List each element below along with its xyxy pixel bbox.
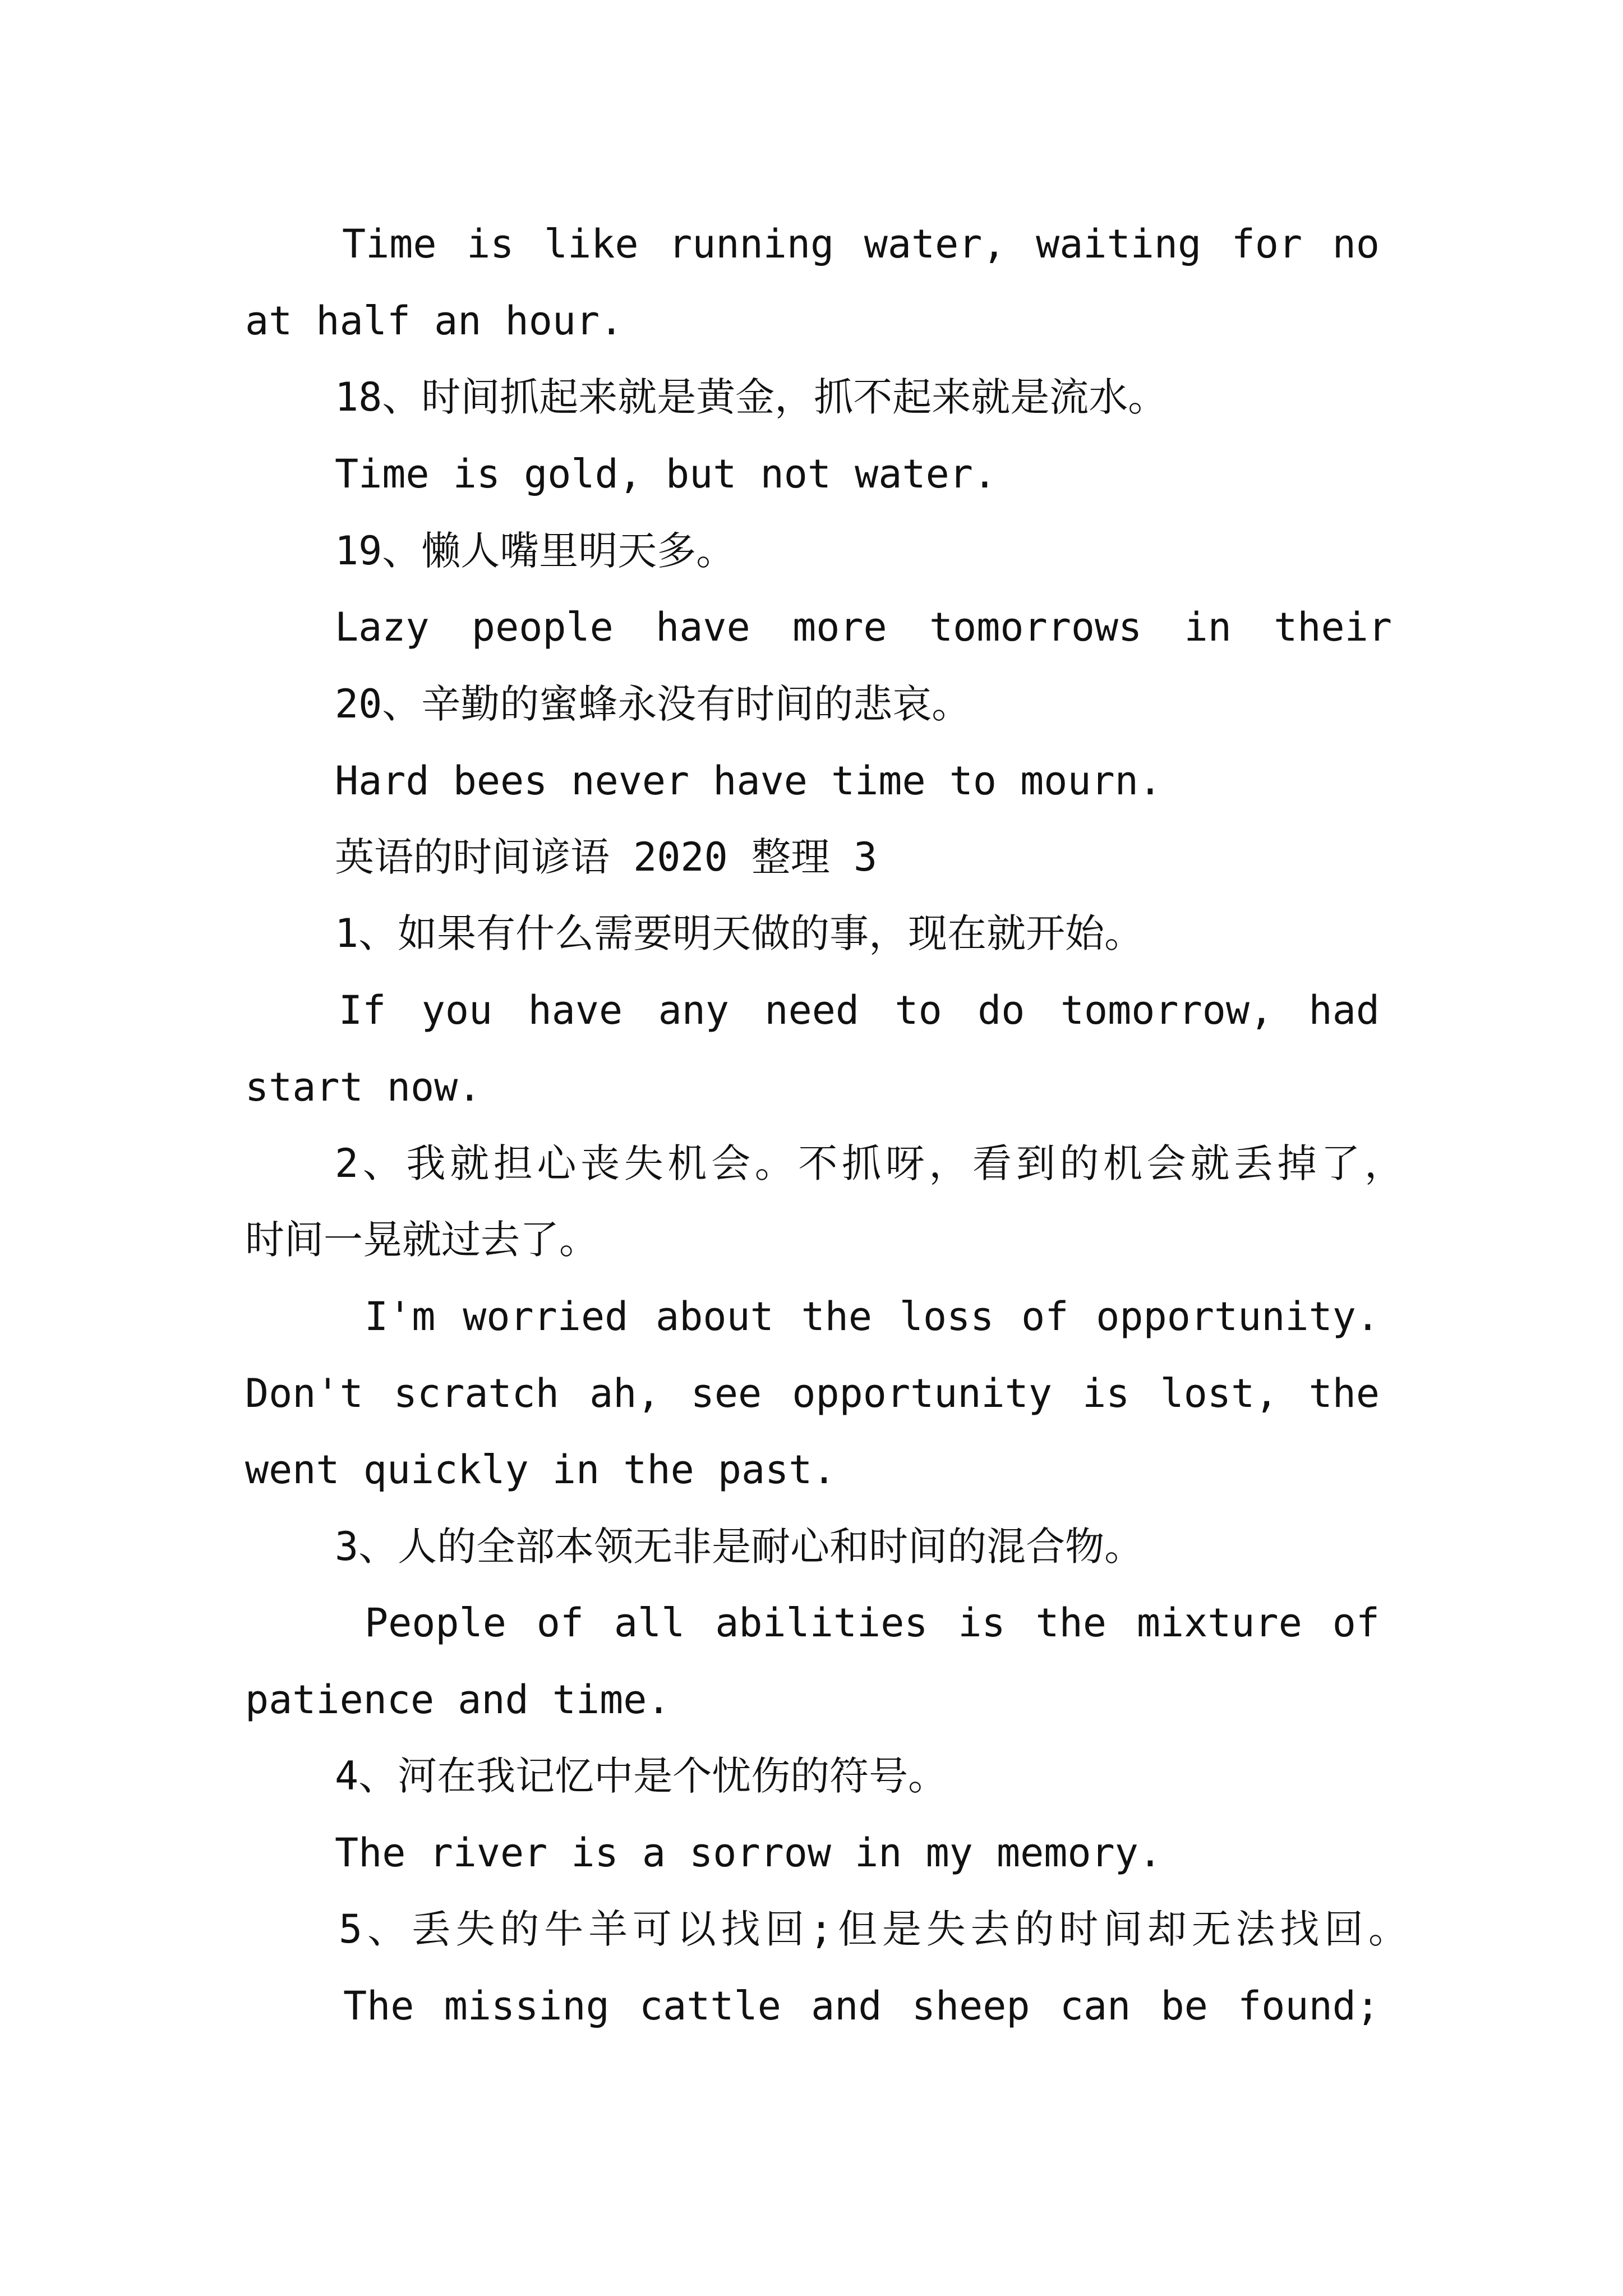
text-line: 18、时间抓起来就是黄金，抓不起来就是流水。 — [335, 374, 1168, 420]
text-line: Time is gold, but not water. — [335, 451, 997, 497]
text-line: 时间一晃就过去了。 — [245, 1217, 598, 1263]
text-line: 1、如果有什么需要明天做的事，现在就开始。 — [335, 910, 1144, 956]
section-heading: 英语的时间谚语 2020 整理 3 — [335, 834, 878, 880]
text-line: If you have any need to do tomorrow, had — [339, 987, 1380, 1033]
text-line: start now. — [245, 1064, 482, 1110]
text-line: Time is like running water, waiting for no — [342, 221, 1380, 267]
text-line: at half an hour. — [245, 298, 624, 344]
text-line: I'm worried about the loss of opportunity. — [365, 1294, 1380, 1340]
text-line: 5、丢失的牛羊可以找回;但是失去的时间却无法找回。 — [339, 1906, 1408, 1952]
text-line: The missing cattle and sheep can be found; — [343, 1983, 1380, 2029]
text-line: Lazy people have more tomorrows in their — [335, 604, 1392, 650]
text-line: Hard bees never have time to mourn. — [335, 758, 1163, 804]
text-line: People of all abilities is the mixture of — [365, 1600, 1380, 1646]
text-line: The river is a sorrow in my memory. — [335, 1830, 1163, 1876]
text-line: 2、我就担心丧失机会。不抓呀，看到的机会就丢掉了， — [335, 1140, 1404, 1186]
text-line: Don't scratch ah, see opportunity is lost, the — [245, 1370, 1380, 1416]
text-line: 19、懒人嘴里明天多。 — [335, 528, 736, 574]
text-line: went quickly in the past. — [245, 1447, 836, 1493]
text-line: 20、辛勤的蜜蜂永没有时间的悲哀。 — [335, 681, 971, 727]
text-line: patience and time. — [245, 1677, 671, 1723]
text-line: 3、人的全部本领无非是耐心和时间的混合物。 — [335, 1524, 1144, 1570]
text-line: 4、河在我记忆中是个忧伤的符号。 — [335, 1753, 948, 1799]
